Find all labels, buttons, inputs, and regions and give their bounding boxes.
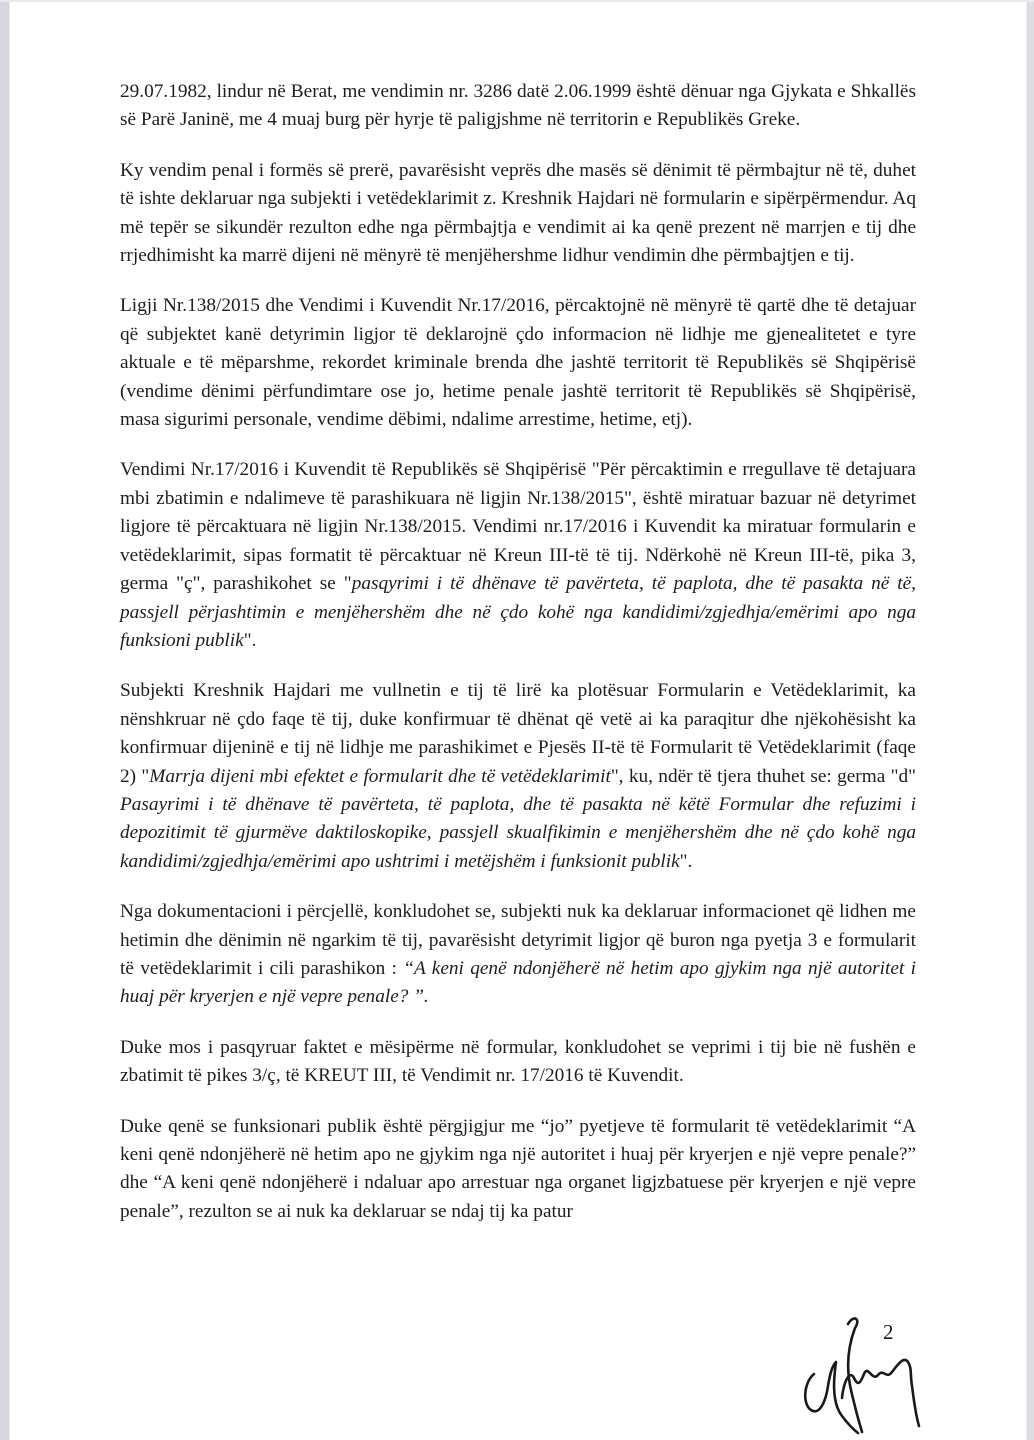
text-segment: Nga dokumentacioni i përcjellë, konkludohet se, subjekti nuk ka deklaruar informacionet që lidhen me hetimin dhe dënimin në ngarkim të tij, pavarësisht detyrimit ligjor që buron nga pyetja 3 e formularit të vetëdeklarimit i cili parashikon : (120, 901, 916, 979)
text-segment: Duke mos i pasqyruar faktet e mësipërme në formular, konkludohet se veprimi i tij bie në fushën e zbatimit të pikes 3/ç, të KREUT III, të Vendimit nr. 17/2016 të Kuvendit. (120, 1036, 916, 1087)
paragraph (120, 292, 916, 434)
page-edge-right (1026, 0, 1034, 1440)
text-segment: Vendimi Nr.17/2016 i Kuvendit të Republikës së Shqipërisë "Për përcaktimin e rregullave të detajuara mbi zbatimin e ndalimeve të parashikuara në ligjin Nr.138/2015", është miratuar bazuar në detyrimet ligjore të përcaktuara në ligjin Nr.138/2015. Vendimi nr.17/2016 i Kuvendit ka miratuar formularin e vetëdeklarimit, sipas formatit të përcaktuar në Kreun III-të të tij. Ndërkohë në Kreun III-të, pika 3, germa "ç", parashikohet se " (120, 459, 916, 595)
text-segment: ". (679, 850, 693, 872)
text-segment-italic: Pasayrimi i të dhënave të pavërteta, të paplota, dhe të pasakta në këtë Formular dhe refuzimi i depozitimit të gjurmëve daktiloskopike, passjell skualfikimin e menjëhershëm dhe në çdo kohë nga kandidimi/zgjedhja/emërimi apo ushtrimi i metëjshëm i funksionit publik (120, 793, 916, 872)
paragraph (120, 1113, 916, 1227)
text-segment: Subjekti Kreshnik Hajdari me vullnetin e tij të lirë ka plotësuar Formularin e Vetëdeklarimit, ka nënshkruar në çdo faqe të tij, duke konfirmuar të dhënat që vetë ai ka paraqitur dhe njëkohësisht ka konfirmuar dijeninë e tij në lidhje me parashikimet e Pjesës II-të të Formularit të Vetëdeklarimit (faqe 2) " (120, 680, 916, 787)
paragraph (120, 157, 916, 271)
document-body (120, 0, 916, 1248)
text-segment: Ky vendim penal i formës së prerë, pavarësisht veprës dhe masës së dënimit të përmbajtur në të, duhet të ishte deklaruar nga subjekti i vetëdeklarimit z. Kreshnik Hajdari në formularin e sipërpërmendur. Aq më tepër se sikundër rezulton edhe nga përmbajtja e vendimit ai ka qenë prezent në marrjen e tij dhe rrjedhimisht ka marrë dijeni në mënyrë të menjëhershme lidhur vendimin dhe përmbajtjen e tij. (120, 159, 916, 267)
page-number: 2 (883, 1320, 894, 1344)
text-segment: Duke qenë se funksionari publik është përgjigjur me “jo” pyetjeve të formularit të vetëdeklarimit “A keni qenë ndonjëherë në hetim apo ne gjykim nga një autoritet i huaj për kryerjen e një vepre penale?” dhe “A keni qenë ndonjëherë i ndaluar apo arrestuar nga organet ligjzbatuese për kryerjen e një vepre penale”, rezulton se ai nuk ka deklaruar se ndaj tij ka patur (120, 1115, 916, 1222)
text-segment: Ligji Nr.138/2015 dhe Vendimi i Kuvendit Nr.17/2016, përcaktojnë në mënyrë të qartë dhe të detajuar që subjektet kanë detyrimin ligjor të deklarojnë çdo informacion në lidhje me gjenealitetet e tyre aktuale e të mëparshme, rekordet kriminale brenda dhe jashtë territorit të Republikës së Shqipërisë (vendime dënimi përfundimtare ose jo, hetime penale jashtë territorit të Republikës së Shqipërisë, masa sigurimi personale, vendime dëbimi, ndalime arrestime, hetime, etj). (120, 295, 916, 431)
text-segment-italic: pasqyrimi i të dhënave të pavërteta, të paplota, dhe të pasakta në të, passjell përjashtimin e menjëhershëm dhe në çdo kohë nga kandidimi/zgjedhja/emërimi apo nga funksioni publik (120, 573, 916, 651)
text-segment-italic: “A keni qenë ndonjëherë në hetim apo gjykim nga një autoritet i huaj për kryerjen e një vepre penale? ”. (120, 957, 916, 1008)
page-edge-top (0, 0, 1034, 2)
text-segment: ", ku, ndër të tjera thuhet se: germa "d" (610, 765, 916, 787)
text-segment: ". (243, 629, 257, 651)
paragraph (120, 898, 916, 1012)
page-edge-left (0, 0, 10, 1440)
signature-scribble (798, 1312, 935, 1440)
paragraph (120, 677, 916, 876)
text-segment: 29.07.1982, lindur në Berat, me vendimin nr. 3286 datë 2.06.1999 është dënuar nga Gjykata e Shkallës së Parë Janinë, me 4 muaj burg për hyrje të paligjshme në territorin e Republikës Greke. (120, 81, 916, 131)
paragraph (120, 1034, 916, 1091)
text-segment-italic: Marrja dijeni mbi efektet e formularit dhe të vetëdeklarimit (149, 765, 611, 787)
paragraph (120, 78, 916, 135)
paragraph (120, 456, 916, 655)
